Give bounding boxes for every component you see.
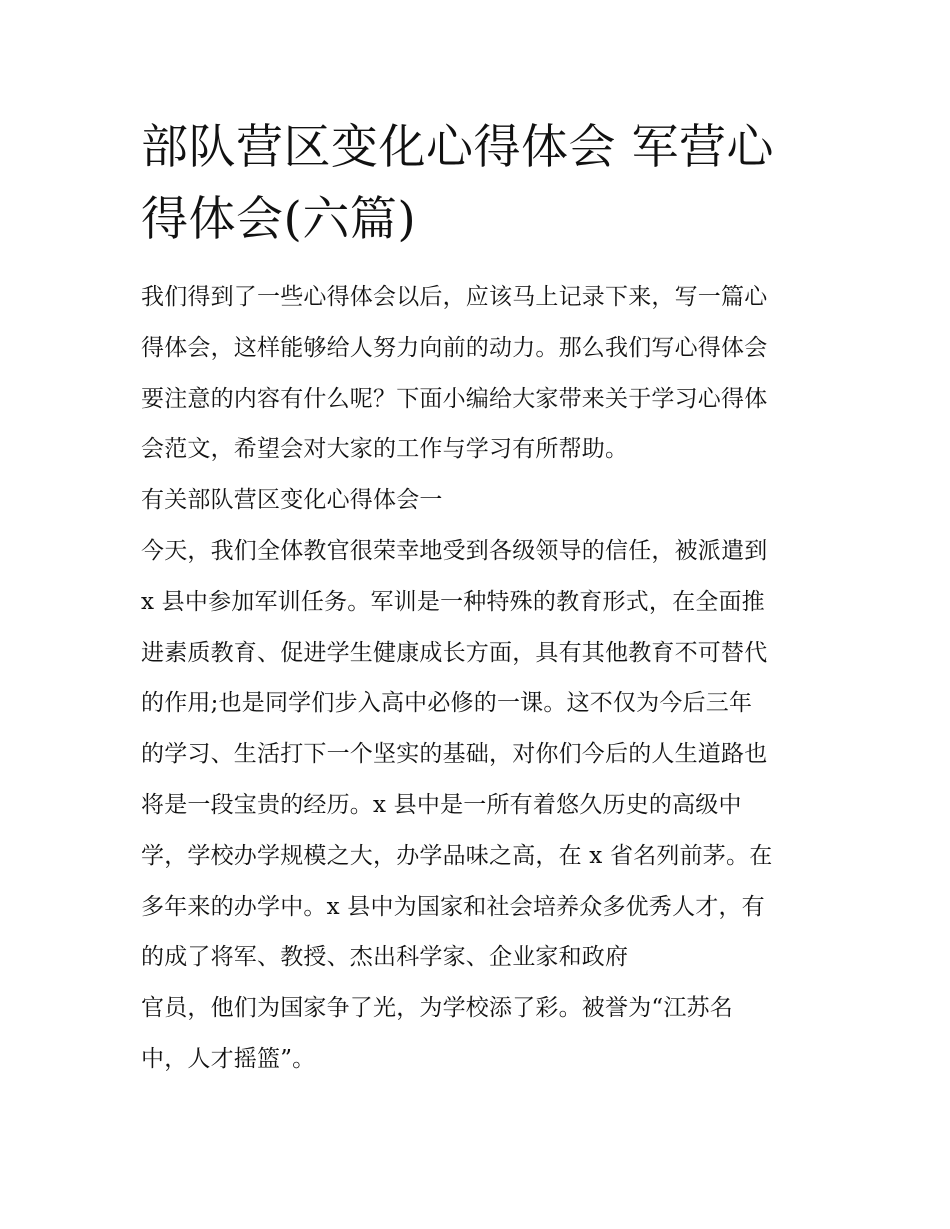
body-line-9: 的成了将军、教授、杰出科学家、企业家和政府 [141,944,629,971]
body-line-5: 的学习、生活打下一个坚实的基础，对你们今后的人生道路也 [141,741,768,768]
section-heading: 有关部队营区变化心得体会一 [141,487,443,514]
title-line-1: 部队营区变化心得体会 军营心 [141,120,774,175]
body-line-11: 中，人才摇篮”。 [141,1045,316,1072]
body-line-3: 进素质教育、促进学生健康成长方面，具有其他教育不可替代 [141,639,768,666]
document-page [141,112,821,1085]
intro-line-1: 我们得到了一些心得体会以后，应该马上记录下来，写一篇心 [141,284,768,310]
body-paragraph [141,526,821,1085]
body-line-2: x 县中参加军训任务。军训是一种特殊的教育形式，在全面推 [141,588,765,615]
intro-paragraph [141,272,821,475]
intro-line-4: 会范文，希望会对大家的工作与学习有所帮助。 [141,436,629,463]
intro-line-2: 得体会，这样能够给人努力向前的动力。那么我们写心得体会 [141,334,768,361]
title-line-2: 得体会(六篇) [141,192,417,247]
body-line-7: 学，学校办学规模之大，办学品味之高，在 x 省名列前茅。在 [141,842,773,869]
body-line-1: 今天，我们全体教官很荣幸地受到各级领导的信任，被派遣到 [141,537,768,564]
body-line-4: 的作用;也是同学们步入高中必修的一课。这不仅为今后三年 [141,690,753,717]
document-title [141,112,821,256]
intro-line-3: 要注意的内容有什么呢？下面小编给大家带来关于学习心得体 [141,385,768,412]
body-line-10: 官员，他们为国家争了光，为学校添了彩。被誉为“江苏名 [141,995,733,1022]
body-line-8: 多年来的办学中。x 县中为国家和社会培养众多优秀人才，有 [141,893,765,920]
body-line-6: 将是一段宝贵的经历。x 县中是一所有着悠久历史的高级中 [141,791,742,818]
